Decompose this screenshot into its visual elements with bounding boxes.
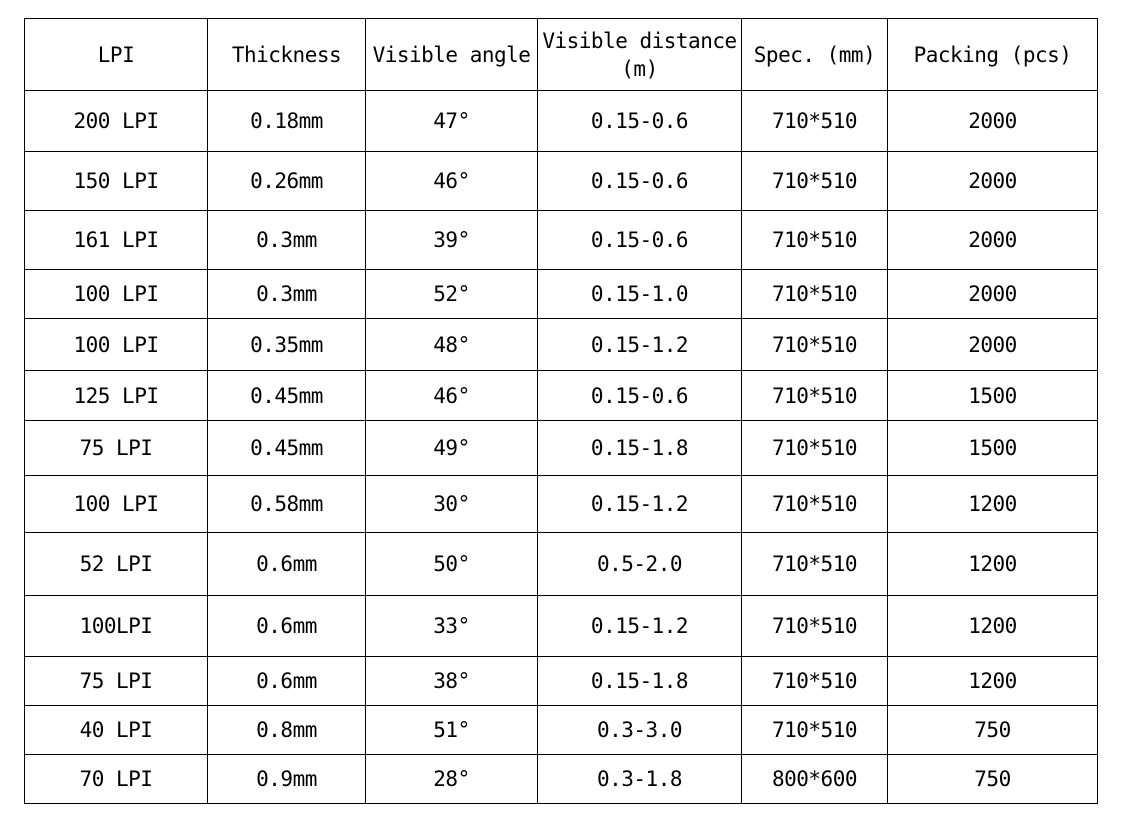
cell-visible-angle: 51°: [366, 706, 538, 755]
cell-spec: 710*510: [742, 319, 888, 371]
table-row: [25, 319, 1098, 371]
cell-packing: 1200: [888, 476, 1098, 533]
cell-visible-distance: 0.15-1.0: [538, 270, 742, 319]
cell-lpi: 150 LPI: [25, 152, 208, 211]
cell-lpi: 40 LPI: [25, 706, 208, 755]
cell-visible-angle: 39°: [366, 211, 538, 270]
header-visible-distance: Visible distance (m): [538, 19, 742, 91]
cell-packing: 2000: [888, 270, 1098, 319]
cell-visible-angle: 50°: [366, 533, 538, 596]
table-header: [25, 19, 1098, 91]
table-row: [25, 706, 1098, 755]
cell-lpi: 100LPI: [25, 596, 208, 657]
table-row: [25, 533, 1098, 596]
cell-thickness: 0.45mm: [208, 421, 366, 476]
cell-visible-distance: 0.15-1.2: [538, 476, 742, 533]
cell-spec: 710*510: [742, 596, 888, 657]
cell-thickness: 0.58mm: [208, 476, 366, 533]
cell-visible-angle: 30°: [366, 476, 538, 533]
cell-lpi: 75 LPI: [25, 657, 208, 706]
cell-packing: 750: [888, 755, 1098, 804]
table-row: [25, 596, 1098, 657]
cell-spec: 710*510: [742, 476, 888, 533]
cell-lpi: 70 LPI: [25, 755, 208, 804]
cell-lpi: 161 LPI: [25, 211, 208, 270]
cell-thickness: 0.8mm: [208, 706, 366, 755]
cell-visible-distance: 0.3-3.0: [538, 706, 742, 755]
cell-thickness: 0.3mm: [208, 211, 366, 270]
cell-thickness: 0.26mm: [208, 152, 366, 211]
cell-visible-distance: 0.15-1.2: [538, 596, 742, 657]
table-row: [25, 755, 1098, 804]
cell-spec: 710*510: [742, 706, 888, 755]
cell-packing: 1200: [888, 596, 1098, 657]
cell-visible-angle: 52°: [366, 270, 538, 319]
cell-spec: 710*510: [742, 211, 888, 270]
header-thickness: Thickness: [208, 19, 366, 91]
cell-spec: 710*510: [742, 270, 888, 319]
cell-packing: 2000: [888, 91, 1098, 152]
cell-packing: 750: [888, 706, 1098, 755]
cell-lpi: 100 LPI: [25, 476, 208, 533]
cell-packing: 1200: [888, 657, 1098, 706]
table-row: [25, 211, 1098, 270]
cell-visible-distance: 0.15-0.6: [538, 371, 742, 421]
table-row: [25, 371, 1098, 421]
cell-visible-distance: 0.15-1.8: [538, 421, 742, 476]
cell-visible-angle: 48°: [366, 319, 538, 371]
cell-packing: 1500: [888, 421, 1098, 476]
table-row: [25, 91, 1098, 152]
cell-visible-angle: 47°: [366, 91, 538, 152]
cell-lpi: 52 LPI: [25, 533, 208, 596]
cell-thickness: 0.9mm: [208, 755, 366, 804]
header-spec: Spec. (mm): [742, 19, 888, 91]
cell-thickness: 0.6mm: [208, 657, 366, 706]
cell-packing: 1500: [888, 371, 1098, 421]
cell-visible-distance: 0.3-1.8: [538, 755, 742, 804]
header-lpi: LPI: [25, 19, 208, 91]
cell-visible-angle: 46°: [366, 371, 538, 421]
cell-visible-distance: 0.15-1.8: [538, 657, 742, 706]
cell-thickness: 0.45mm: [208, 371, 366, 421]
cell-visible-angle: 49°: [366, 421, 538, 476]
cell-thickness: 0.6mm: [208, 596, 366, 657]
cell-spec: 710*510: [742, 91, 888, 152]
table-row: [25, 270, 1098, 319]
cell-visible-distance: 0.15-0.6: [538, 91, 742, 152]
cell-packing: 2000: [888, 211, 1098, 270]
cell-lpi: 125 LPI: [25, 371, 208, 421]
cell-spec: 710*510: [742, 421, 888, 476]
header-row: [25, 19, 1098, 91]
cell-visible-angle: 33°: [366, 596, 538, 657]
cell-lpi: 100 LPI: [25, 319, 208, 371]
cell-thickness: 0.18mm: [208, 91, 366, 152]
cell-spec: 710*510: [742, 371, 888, 421]
table-row: [25, 152, 1098, 211]
cell-visible-distance: 0.15-1.2: [538, 319, 742, 371]
table-row: [25, 421, 1098, 476]
cell-thickness: 0.3mm: [208, 270, 366, 319]
cell-thickness: 0.35mm: [208, 319, 366, 371]
table-row: [25, 657, 1098, 706]
cell-packing: 1200: [888, 533, 1098, 596]
header-visible-angle: Visible angle: [366, 19, 538, 91]
cell-spec: 710*510: [742, 533, 888, 596]
cell-packing: 2000: [888, 319, 1098, 371]
table-body: [25, 91, 1098, 804]
cell-spec: 710*510: [742, 152, 888, 211]
cell-visible-angle: 46°: [366, 152, 538, 211]
cell-visible-distance: 0.15-0.6: [538, 152, 742, 211]
specification-table: [24, 18, 1098, 804]
cell-lpi: 100 LPI: [25, 270, 208, 319]
cell-thickness: 0.6mm: [208, 533, 366, 596]
cell-spec: 710*510: [742, 657, 888, 706]
cell-lpi: 200 LPI: [25, 91, 208, 152]
cell-spec: 800*600: [742, 755, 888, 804]
cell-visible-angle: 28°: [366, 755, 538, 804]
cell-visible-angle: 38°: [366, 657, 538, 706]
header-packing: Packing (pcs): [888, 19, 1098, 91]
cell-packing: 2000: [888, 152, 1098, 211]
table-row: [25, 476, 1098, 533]
cell-visible-distance: 0.15-0.6: [538, 211, 742, 270]
cell-visible-distance: 0.5-2.0: [538, 533, 742, 596]
cell-lpi: 75 LPI: [25, 421, 208, 476]
